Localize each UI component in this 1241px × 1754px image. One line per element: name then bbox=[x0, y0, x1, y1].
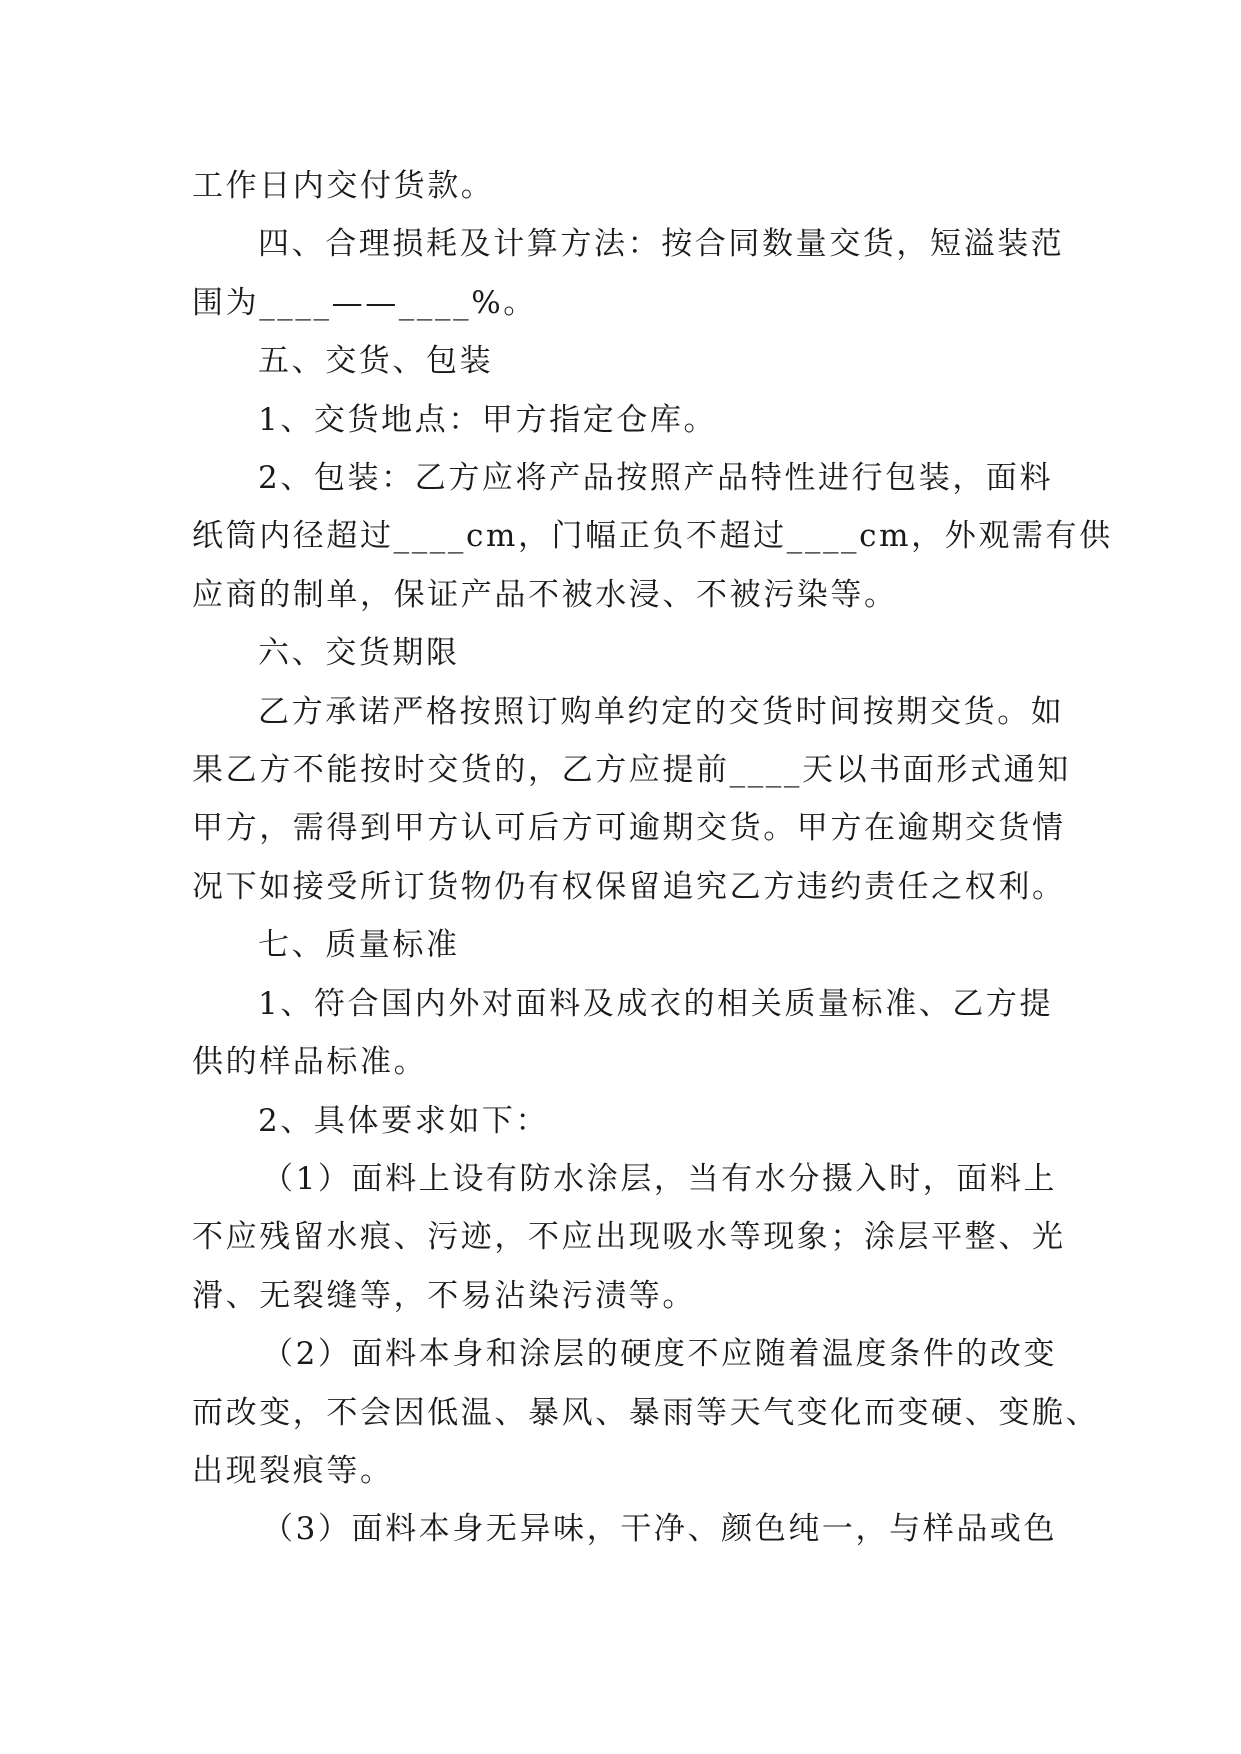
text-line: 不应残留水痕、污迹，不应出现吸水等现象；涂层平整、光 bbox=[192, 1219, 1066, 1256]
text-line: （1）面料上设有防水涂层，当有水分摄入时，面料上 bbox=[262, 1160, 1058, 1197]
section-heading-5: 五、交货、包装 bbox=[258, 343, 494, 380]
text-line: 1、交货地点：甲方指定仓库。 bbox=[258, 401, 718, 438]
text-line: 应商的制单，保证产品不被水浸、不被污染等。 bbox=[192, 576, 898, 613]
text-line: 1、符合国内外对面料及成衣的相关质量标准、乙方提 bbox=[258, 985, 1054, 1022]
text-line: 围为____——____%。 bbox=[192, 284, 537, 321]
text-line: 而改变，不会因低温、暴风、暴雨等天气变化而变硬、变脆、 bbox=[192, 1394, 1100, 1431]
document-body bbox=[192, 157, 1113, 1559]
text-line: 甲方，需得到甲方认可后方可逾期交货。甲方在逾期交货情 bbox=[192, 810, 1066, 847]
text-line: 供的样品标准。 bbox=[192, 1044, 428, 1081]
text-line: 果乙方不能按时交货的，乙方应提前____天以书面形式通知 bbox=[192, 752, 1071, 789]
text-line: 2、具体要求如下： bbox=[258, 1102, 550, 1139]
text-line: 2、包装：乙方应将产品按照产品特性进行包装，面料 bbox=[258, 460, 1054, 497]
text-line: 况下如接受所订货物仍有权保留追究乙方违约责任之权利。 bbox=[192, 868, 1066, 905]
text-line: 出现裂痕等。 bbox=[192, 1452, 394, 1489]
section-heading-7: 七、质量标准 bbox=[258, 927, 460, 964]
text-line: 滑、无裂缝等，不易沾染污渍等。 bbox=[192, 1277, 696, 1314]
text-line: 乙方承诺严格按照订购单约定的交货时间按期交货。如 bbox=[258, 693, 1065, 730]
text-line: （2）面料本身和涂层的硬度不应随着温度条件的改变 bbox=[262, 1336, 1058, 1373]
section-heading-4: 四、合理损耗及计算方法：按合同数量交货，短溢装范 bbox=[258, 226, 1065, 263]
text-line: 纸筒内径超过____cm，门幅正负不超过____cm，外观需有供 bbox=[192, 518, 1113, 555]
text-line: 工作日内交付货款。 bbox=[192, 168, 495, 204]
section-heading-6: 六、交货期限 bbox=[258, 635, 460, 672]
text-line: （3）面料本身无异味，干净、颜色纯一，与样品或色 bbox=[262, 1511, 1058, 1548]
